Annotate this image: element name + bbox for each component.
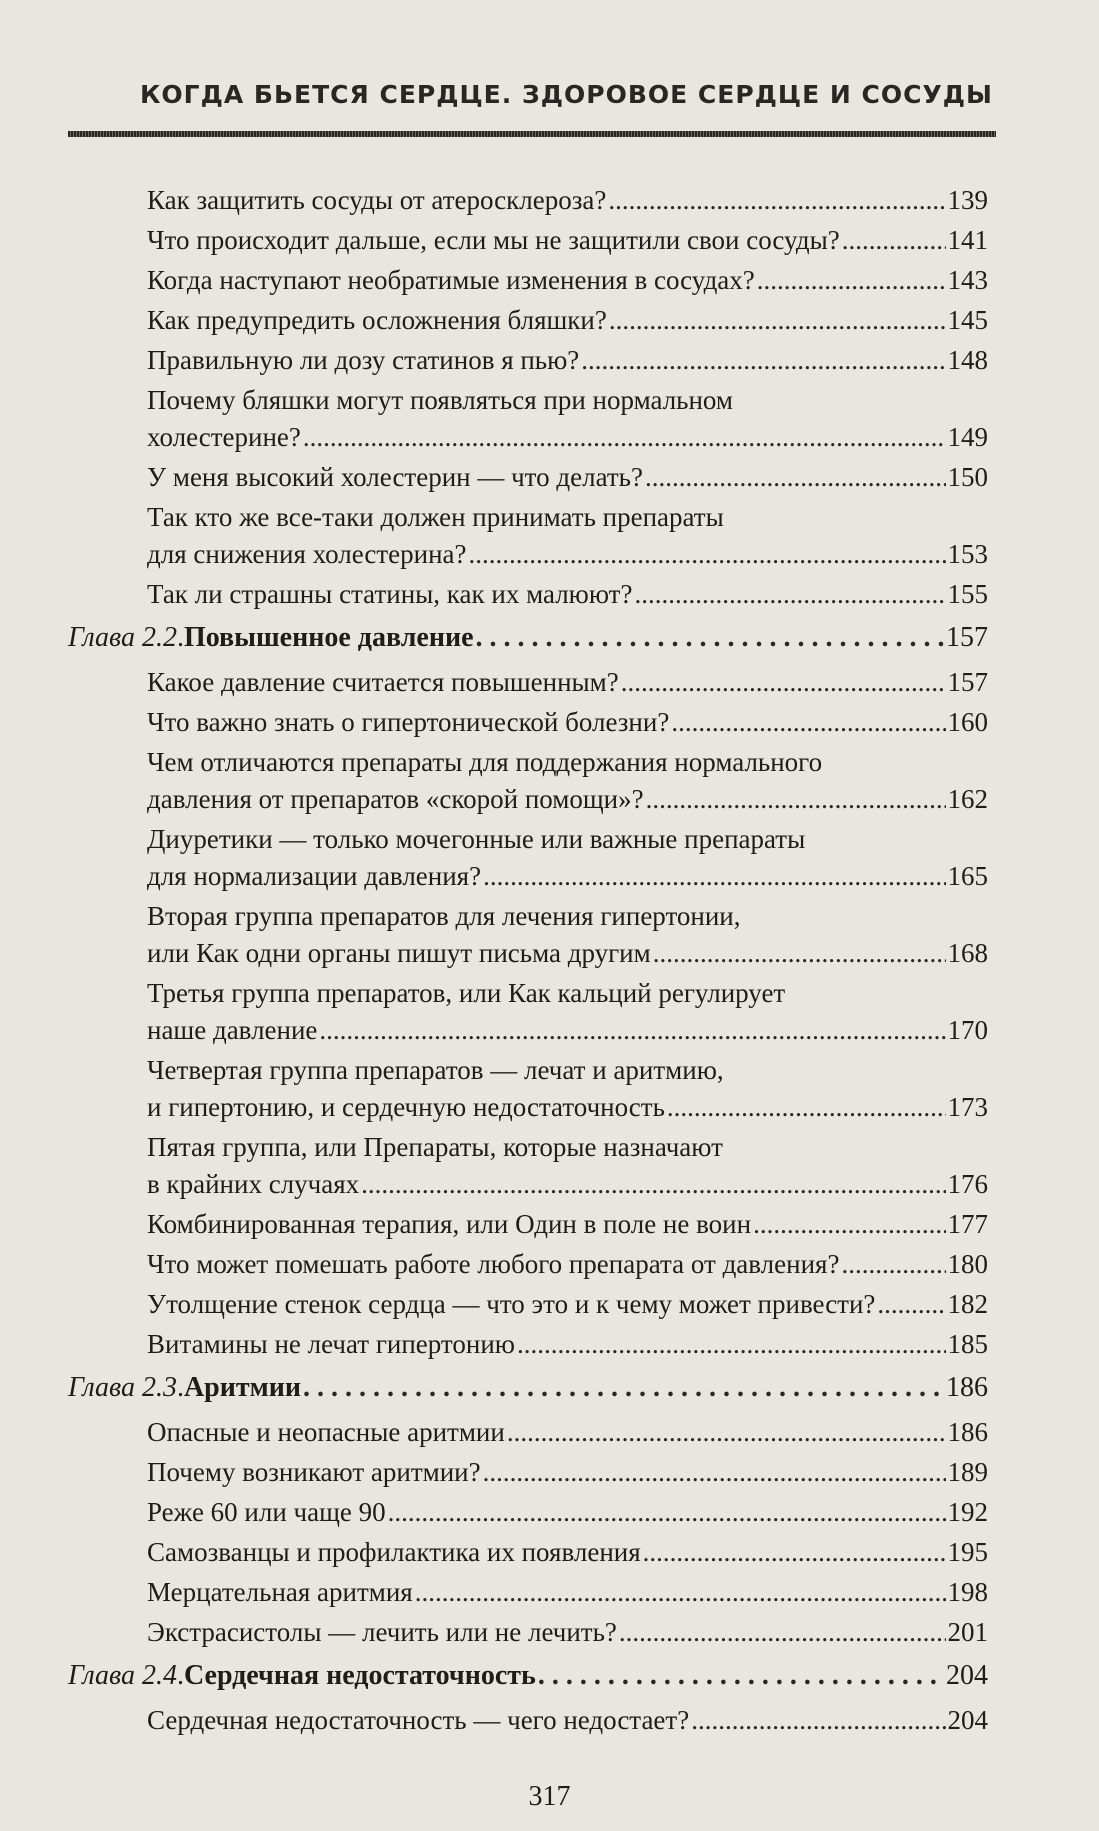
toc-entry-line [147, 1414, 988, 1450]
toc-entry-line [147, 222, 988, 258]
entry-title: Как предупредить осложнения бляшки? [147, 305, 607, 335]
running-header: КОГДА БЬЕТСЯ СЕРДЦЕ. ЗДОРОВОЕ СЕРДЦЕ И СОСУДЫ [140, 80, 993, 109]
dot-leader [646, 781, 946, 817]
entry-title: Пятая группа, или Препараты, которые назначают [147, 1132, 723, 1162]
dot-leader [691, 1702, 945, 1738]
entry-title: для снижения холестерина? [147, 539, 467, 569]
entry-page-number: 162 [947, 784, 988, 814]
entry-page-number: 170 [947, 1015, 988, 1045]
entry-page-number: 192 [947, 1497, 988, 1527]
entry-title: Так кто же все-таки должен принимать препараты [147, 502, 724, 532]
toc-entry-line [147, 1089, 988, 1125]
chapter-page-number: 157 [946, 622, 988, 653]
entry-page-number: 145 [947, 305, 988, 335]
entry-title: Что может помешать работе любого препарата от давления? [147, 1249, 840, 1279]
toc-entry-line [147, 1286, 988, 1322]
dot-leader [361, 1166, 945, 1202]
toc-entry-line [147, 382, 988, 418]
entry-title: Опасные и неопасные аритмии [147, 1417, 505, 1447]
entry-page-number: 201 [947, 1617, 988, 1647]
entry-page-number: 195 [947, 1537, 988, 1567]
dot-leader [877, 1286, 945, 1322]
toc-entry-line [147, 459, 988, 495]
toc-entry-line [147, 1012, 988, 1048]
entry-page-number: 177 [947, 1209, 988, 1239]
entry-title: Как защитить сосуды от атеросклероза? [147, 185, 607, 215]
entry-title: Самозванцы и профилактика их появления [147, 1537, 641, 1567]
dot-leader [538, 1658, 944, 1694]
entry-title: холестерине? [147, 422, 301, 452]
dot-leader [476, 620, 944, 656]
toc-entry-line [147, 1494, 988, 1530]
toc-entry-line [147, 262, 988, 298]
toc-entry-line [147, 821, 988, 857]
entry-title: Что важно знать о гипертонической болезни? [147, 707, 670, 737]
dot-leader [757, 262, 946, 298]
entry-page-number: 149 [947, 422, 988, 452]
dot-leader [645, 459, 946, 495]
toc-entry-line [147, 1534, 988, 1570]
chapter-dot: . [176, 622, 184, 653]
dot-leader [841, 1246, 945, 1282]
chapter-title: Повышенное давление [183, 622, 474, 653]
entry-title: Витамины не лечат гипертонию [147, 1329, 515, 1359]
entry-title: Четвертая группа препаратов — лечат и аритмию, [147, 1055, 724, 1085]
dot-leader [415, 1574, 946, 1610]
chapter-page-number: 186 [946, 1372, 988, 1403]
toc-entry-line [147, 664, 988, 700]
entry-title: Почему возникают аритмии? [147, 1457, 481, 1487]
dot-leader [517, 1326, 946, 1362]
chapter-heading [68, 1658, 988, 1694]
dot-leader [634, 576, 945, 612]
entry-title: Почему бляшки могут появляться при нормальном [147, 385, 733, 415]
dot-leader [319, 1012, 945, 1048]
dot-leader [581, 342, 945, 378]
toc-entry-line [147, 182, 988, 218]
entry-page-number: 150 [947, 462, 988, 492]
chapter-dot: . [176, 1660, 184, 1691]
dot-leader [842, 222, 946, 258]
chapter-label: Глава 2.2 [68, 622, 177, 653]
entry-title: Комбинированная терапия, или Один в поле не воин [147, 1209, 752, 1239]
page-number: 317 [528, 1781, 571, 1812]
dot-leader [303, 1370, 944, 1406]
entry-title: Мерцательная аритмия [147, 1577, 413, 1607]
dot-leader [619, 1614, 946, 1650]
entry-page-number: 155 [947, 579, 988, 609]
entry-page-number: 160 [947, 707, 988, 737]
chapter-title: Аритмии [183, 1372, 301, 1403]
entry-page-number: 153 [947, 539, 988, 569]
toc-entry-line [147, 935, 988, 971]
toc-entry-line [147, 1702, 988, 1738]
dot-leader [303, 419, 946, 455]
chapter-title: Сердечная недостаточность [183, 1660, 536, 1691]
dot-leader [653, 935, 946, 971]
entry-page-number: 141 [947, 225, 988, 255]
entry-title: Правильную ли дозу статинов я пью? [147, 345, 580, 375]
entry-page-number: 143 [947, 265, 988, 295]
entry-page-number: 168 [947, 938, 988, 968]
chapter-page-number: 204 [946, 1660, 988, 1691]
entry-page-number: 157 [947, 667, 988, 697]
toc-entry-line [147, 898, 988, 934]
entry-page-number: 139 [947, 185, 988, 215]
toc-entry-line [147, 1052, 988, 1088]
entry-page-number: 173 [947, 1092, 988, 1122]
entry-title: Диуретики — только мочегонные или важные препараты [147, 824, 806, 854]
dot-leader [388, 1494, 946, 1530]
dot-leader [753, 1206, 945, 1242]
entry-page-number: 180 [947, 1249, 988, 1279]
entry-title: наше давление [147, 1015, 318, 1045]
entry-title: для нормализации давления? [147, 861, 482, 891]
entry-title: Когда наступают необратимые изменения в сосудах? [147, 265, 755, 295]
toc-entry-line [147, 1129, 988, 1165]
toc-entry-line [147, 342, 988, 378]
entry-title: Так ли страшны статины, как их малюют? [147, 579, 633, 609]
chapter-heading [68, 1370, 988, 1406]
entry-title: Вторая группа препаратов для лечения гипертонии, [147, 901, 741, 931]
entry-title: Какое давление считается повышенным? [147, 667, 619, 697]
entry-title: или Как одни органы пишут письма другим [147, 938, 651, 968]
toc-entry-line [147, 975, 988, 1011]
dot-leader [608, 182, 945, 218]
entry-title: Третья группа препаратов, или Как кальций регулирует [147, 978, 786, 1008]
entry-page-number: 182 [947, 1289, 988, 1319]
dot-leader [483, 1454, 946, 1490]
entry-title: и гипертонию, и сердечную недостаточность [147, 1092, 665, 1122]
chapter-label: Глава 2.4 [68, 1660, 177, 1691]
entry-page-number: 148 [947, 345, 988, 375]
entry-title: Что происходит дальше, если мы не защитили свои сосуды? [147, 225, 840, 255]
entry-page-number: 186 [947, 1417, 988, 1447]
toc-entry-line [147, 1246, 988, 1282]
dot-leader [609, 302, 946, 338]
dot-leader [469, 536, 946, 572]
toc-entry-line [147, 858, 988, 894]
toc-entry-line [147, 744, 988, 780]
entry-title: Сердечная недостаточность — чего недостает? [147, 1705, 690, 1735]
toc-entry-line [147, 1206, 988, 1242]
entry-page-number: 176 [947, 1169, 988, 1199]
entry-page-number: 198 [947, 1577, 988, 1607]
entry-title: Реже 60 или чаще 90 [147, 1497, 386, 1527]
entry-title: в крайних случаях [147, 1169, 360, 1199]
entry-page-number: 189 [947, 1457, 988, 1487]
toc-entry-line [147, 781, 988, 817]
toc-entry-line [147, 419, 988, 455]
entry-title: давления от препаратов «скорой помощи»? [147, 784, 644, 814]
toc-entry-line [147, 576, 988, 612]
entry-title: Утолщение стенок сердца — что это и к чему может привести? [147, 1289, 876, 1319]
toc-entry-line [147, 1574, 988, 1610]
toc-entry-line [147, 1166, 988, 1202]
dot-leader [671, 704, 945, 740]
chapter-heading [68, 620, 988, 656]
entry-page-number: 165 [947, 861, 988, 891]
chapter-dot: . [176, 1372, 184, 1403]
entry-title: Экстрасистолы — лечить или не лечить? [147, 1617, 617, 1647]
entry-page-number: 185 [947, 1329, 988, 1359]
entry-title: У меня высокий холестерин — что делать? [147, 462, 643, 492]
entry-page-number: 204 [947, 1705, 988, 1735]
toc-entry-line [147, 1454, 988, 1490]
dot-leader [643, 1534, 946, 1570]
toc-entry-line [147, 499, 988, 535]
toc-entry-line [147, 1326, 988, 1362]
toc-entry-line [147, 704, 988, 740]
chapter-label: Глава 2.3 [68, 1372, 177, 1403]
toc-entry-line [147, 536, 988, 572]
toc-entry-line [147, 1614, 988, 1650]
dot-leader [621, 664, 946, 700]
dot-leader [483, 858, 945, 894]
dot-leader [667, 1089, 946, 1125]
toc-entry-line [147, 302, 988, 338]
entry-title: Чем отличаются препараты для поддержания нормального [147, 747, 823, 777]
dot-leader [507, 1414, 946, 1450]
